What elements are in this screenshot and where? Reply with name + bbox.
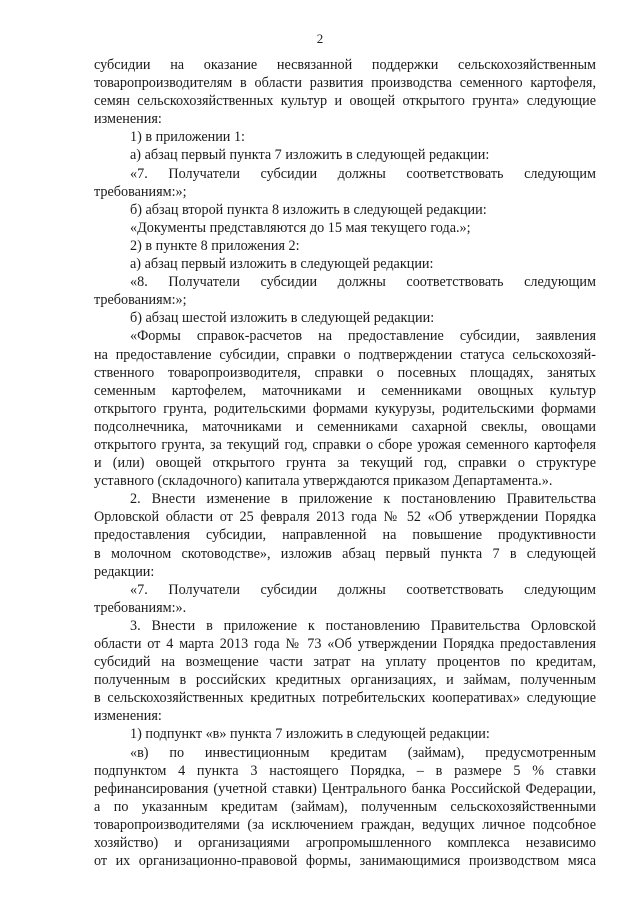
text-line: рефинансирования (учетной ставки) Центрального банка Российской Федерации, xyxy=(94,780,596,797)
text-line: изменения: xyxy=(94,708,162,725)
text-line: в сельскохозяйственных кредитных потребительских кооперативах» следующие xyxy=(94,690,596,707)
text-line: а по указанным кредитам (займам), полученным сельскохозяйственными xyxy=(94,798,596,815)
text-line: «в) по инвестиционным кредитам (займам), предусмотренным xyxy=(130,744,596,761)
text-line: товаропроизводителями (за исключением граждан, ведущих личное подсобное xyxy=(94,816,596,833)
text-line: «7. Получатели субсидии должны соответствовать следующим xyxy=(130,581,596,598)
text-line: от их организационно-правовой формы, занимающимися производством мяса xyxy=(94,853,596,870)
text-line: подпунктом 4 пункта 3 настоящего Порядка, – в размере 5 % ставки xyxy=(94,762,596,779)
text-line: требованиям:»; xyxy=(94,292,187,309)
text-line: товаропроизводителям в области развития производства семенного картофеля, xyxy=(94,75,596,92)
text-line: полученным в российских кредитных организациях, и займам, полученным xyxy=(94,672,596,689)
text-line: б) абзац второй пункта 8 изложить в следующей редакции: xyxy=(130,201,487,218)
text-line: «Формы справок-расчетов на предоставление субсидии, заявления xyxy=(130,328,596,345)
text-line: требованиям:». xyxy=(94,599,187,616)
text-line: «8. Получатели субсидии должны соответствовать следующим xyxy=(130,274,596,291)
text-line: 3. Внести в приложение к постановлению Правительства Орловской xyxy=(130,617,596,634)
text-line: Орловской области от 25 февраля 2013 года № 52 «Об утверждении Порядка xyxy=(94,509,596,526)
text-line: требованиям:»; xyxy=(94,183,187,200)
text-line: в молочном скотоводстве», изложив абзац первый пункта 7 в следующей xyxy=(94,545,596,562)
text-line: и (или) овощей открытого грунта за текущий год, справки о структуре xyxy=(94,455,596,472)
text-line: 2) в пункте 8 приложения 2: xyxy=(130,237,300,254)
text-line: ственного товаропроизводителя, справки о посевных площадях, занятых xyxy=(94,364,596,381)
text-line: открытого грунта, за текущий год, справки о сборе урожая семенного картофеля xyxy=(94,436,596,453)
text-line: подсолнечника, маточниками и семенниками сахарной свеклы, овощами xyxy=(94,418,596,435)
document-body xyxy=(94,56,596,870)
text-line: 1) в приложении 1: xyxy=(130,129,245,146)
text-line: а) абзац первый изложить в следующей редакции: xyxy=(130,256,434,273)
text-line: «7. Получатели субсидии должны соответствовать следующим xyxy=(130,165,596,182)
text-line: 1) подпункт «в» пункта 7 изложить в следующей редакции: xyxy=(130,726,490,743)
text-line: открытого грунта, родительскими формами кукурузы, родительскими формами xyxy=(94,400,596,417)
text-line: хозяйство) и организациями агропромышленного комплекса независимо xyxy=(94,835,596,852)
text-line: субсидии на оказание несвязанной поддержки сельскохозяйственным xyxy=(94,57,596,73)
text-line: на предоставление субсидии, справки о подтверждении статуса сельскохозяй- xyxy=(94,346,596,363)
text-line: б) абзац шестой изложить в следующей редакции: xyxy=(130,310,435,327)
text-line: 2. Внести изменение в приложение к постановлению Правительства xyxy=(130,491,596,508)
page-number: 2 xyxy=(316,31,324,46)
text-line: «Документы представляются до 15 мая текущего года.»; xyxy=(130,219,471,236)
text-line: семенным картофелем, маточниками и семенниками овощных культур xyxy=(94,382,596,399)
text-line: уставного (складочного) капитала утверждаются приказом Департамента.». xyxy=(94,473,553,490)
text-line: субсидий на возмещение части затрат на уплату процентов по кредитам, xyxy=(94,654,596,671)
text-line: области от 4 марта 2013 года № 73 «Об утверждении Порядка предоставления xyxy=(94,636,596,652)
text-line: изменения: xyxy=(94,111,162,128)
text-line: редакции: xyxy=(94,563,155,580)
text-line: предоставления субсидии, направленной на повышение продуктивности xyxy=(94,527,596,544)
text-line: а) абзац первый пункта 7 изложить в следующей редакции: xyxy=(130,147,490,164)
text-line: семян сельскохозяйственных культур и овощей открытого грунта» следующие xyxy=(94,93,596,110)
